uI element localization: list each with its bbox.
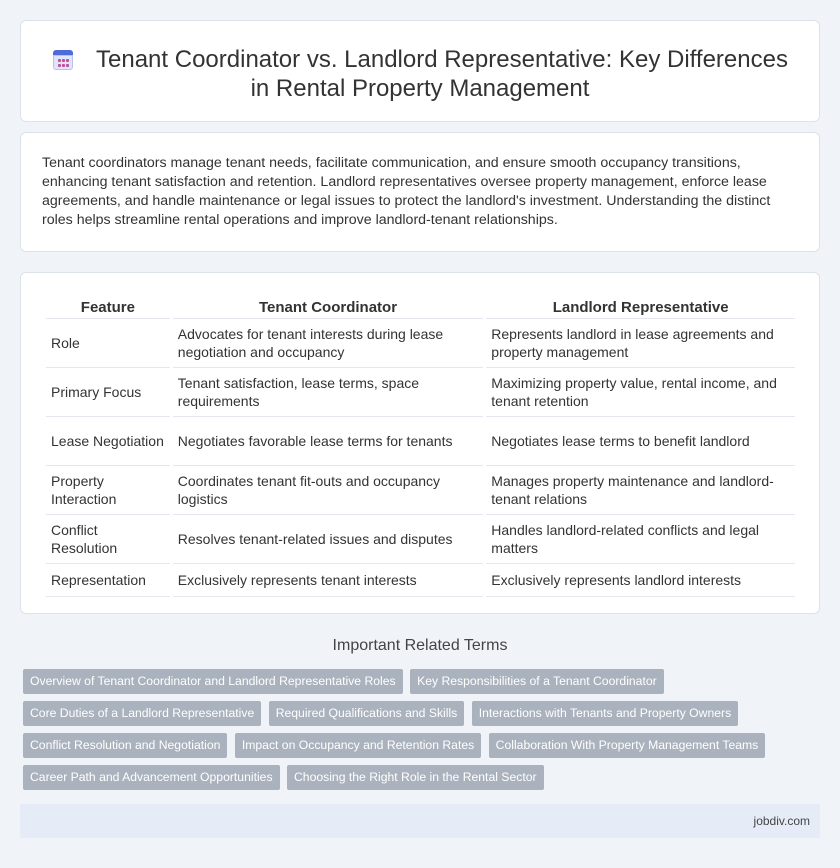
tenant-cell: Exclusively represents tenant interests: [173, 564, 484, 597]
intro-paragraph: Tenant coordinators manage tenant needs, facilitate communication, and ensure smooth occupancy transitions, enhancing tenant satisfaction and retention. Landlord representatives oversee property management, enforce lease agreements, and handle maintenance or legal issues to protect the landlord's investment. Understanding the distinct roles helps streamline rental operations and improve landlord-tenant relationships.: [42, 155, 771, 228]
related-term-tag[interactable]: Career Path and Advancement Opportunities: [23, 765, 280, 790]
header-tenant-coordinator: Tenant Coordinator: [173, 295, 484, 319]
comparison-table: [43, 295, 798, 597]
table-row: [46, 368, 795, 417]
footer-site-link[interactable]: jobdiv.com: [753, 814, 810, 828]
calendar-icon: [52, 49, 74, 71]
related-term-tag[interactable]: Overview of Tenant Coordinator and Landlord Representative Roles: [23, 669, 403, 694]
feature-cell: Conflict Resolution: [46, 515, 170, 564]
landlord-cell: Exclusively represents landlord interests: [486, 564, 795, 597]
tenant-cell: Coordinates tenant fit-outs and occupancy logistics: [173, 466, 484, 515]
related-term-tag[interactable]: Collaboration With Property Management Teams: [489, 733, 766, 758]
table-row: [46, 564, 795, 597]
landlord-cell: Handles landlord-related conflicts and legal matters: [486, 515, 795, 564]
related-term-tag[interactable]: Key Responsibilities of a Tenant Coordinator: [410, 669, 664, 694]
footer: [20, 804, 820, 838]
related-term-tag[interactable]: Required Qualifications and Skills: [269, 701, 465, 726]
tenant-cell: Resolves tenant-related issues and disputes: [173, 515, 484, 564]
title-wrap: [51, 45, 789, 103]
feature-cell: Lease Negotiation: [46, 417, 170, 466]
feature-cell: Primary Focus: [46, 368, 170, 417]
tenant-cell: Tenant satisfaction, lease terms, space requirements: [173, 368, 484, 417]
table-row: [46, 319, 795, 368]
tenant-cell: Negotiates favorable lease terms for tenants: [173, 417, 484, 466]
table-row: [46, 466, 795, 515]
table-row: [46, 515, 795, 564]
table-header-row: [46, 295, 795, 319]
tenant-cell: Advocates for tenant interests during lease negotiation and occupancy: [173, 319, 484, 368]
table-row: [46, 417, 795, 466]
landlord-cell: Represents landlord in lease agreements and property management: [486, 319, 795, 368]
intro-card: [20, 132, 820, 252]
landlord-cell: Manages property maintenance and landlord-tenant relations: [486, 466, 795, 515]
header-feature: Feature: [46, 295, 170, 319]
related-term-tag[interactable]: Choosing the Right Role in the Rental Sector: [287, 765, 544, 790]
landlord-cell: Maximizing property value, rental income, and tenant retention: [486, 368, 795, 417]
feature-cell: Role: [46, 319, 170, 368]
related-term-tag[interactable]: Core Duties of a Landlord Representative: [23, 701, 261, 726]
feature-cell: Property Interaction: [46, 466, 170, 515]
related-terms-list: [23, 669, 813, 797]
landlord-cell: Negotiates lease terms to benefit landlord: [486, 417, 795, 466]
related-term-tag[interactable]: Conflict Resolution and Negotiation: [23, 733, 227, 758]
header-landlord-representative: Landlord Representative: [486, 295, 795, 319]
comparison-card: [20, 272, 820, 614]
related-terms-title: Important Related Terms: [332, 637, 508, 654]
title-card: [20, 20, 820, 122]
related-term-tag[interactable]: Interactions with Tenants and Property Owners: [472, 701, 738, 726]
feature-cell: Representation: [46, 564, 170, 597]
page-title: Tenant Coordinator vs. Landlord Representative: Key Differences in Rental Property Management: [96, 46, 788, 102]
related-term-tag[interactable]: Impact on Occupancy and Retention Rates: [235, 733, 481, 758]
